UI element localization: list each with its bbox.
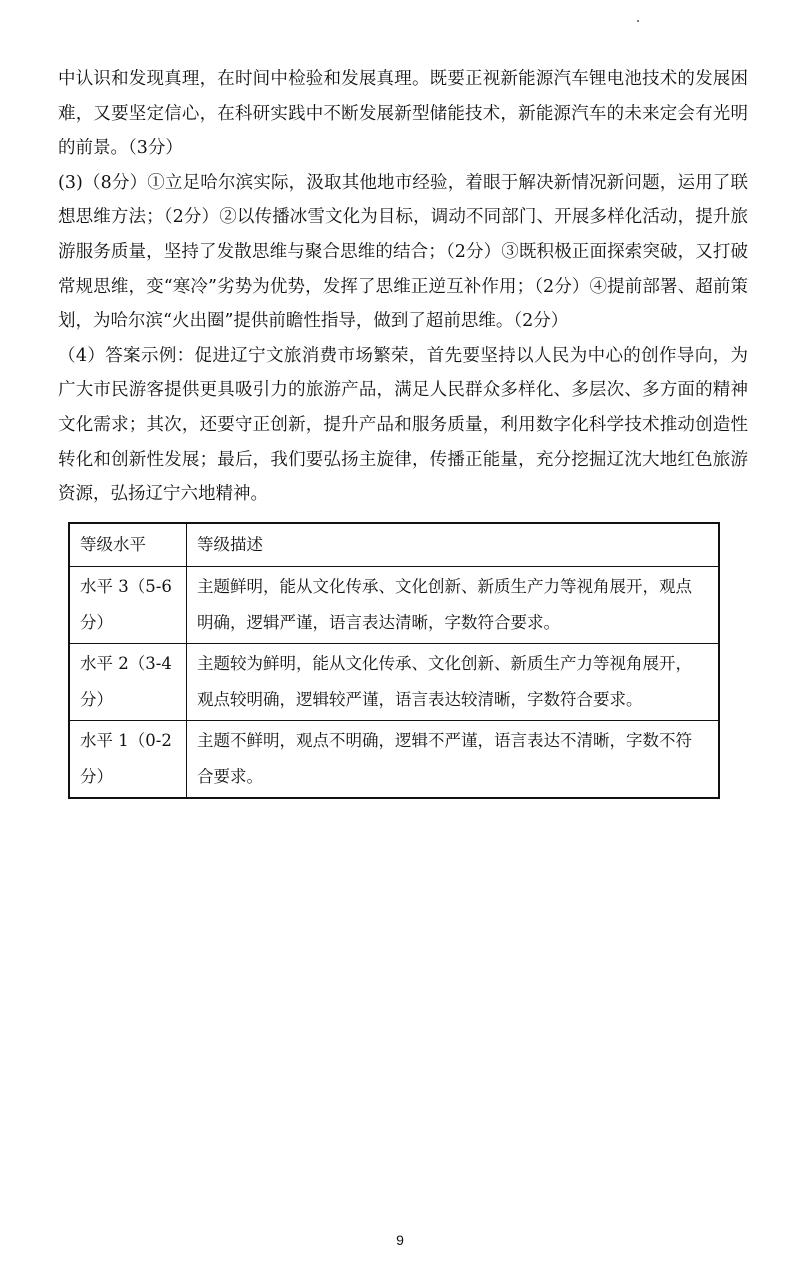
table-header-row — [69, 523, 719, 567]
header-description: 等级描述 — [187, 523, 720, 567]
page-number: 9 — [396, 1232, 404, 1248]
table-row — [69, 566, 719, 643]
description-cell: 主题不鲜明，观点不明确，逻辑不严谨，语言表达不清晰，字数不符合要求。 — [187, 720, 720, 798]
description-cell: 主题较为鲜明，能从文化传承、文化创新、新质生产力等视角展开，观点较明确，逻辑较严谨，语言表达较清晰，字数符合要求。 — [187, 643, 720, 720]
level-cell: 水平 3（5-6 分） — [69, 566, 187, 643]
level-cell: 水平 2（3-4 分） — [69, 643, 187, 720]
scan-dot — [637, 20, 639, 22]
answer-paragraph-continuation: 中认识和发现真理，在时间中检验和发展真理。既要正视新能源汽车锂电池技术的发展困难，又要坚定信心，在科研实践中不断发展新型储能技术，新能源汽车的未来定会有光明的前景。（3分） — [58, 69, 748, 159]
table-row — [69, 720, 719, 798]
description-cell: 主题鲜明，能从文化传承、文化创新、新质生产力等视角展开，观点明确，逻辑严谨，语言表达清晰，字数符合要求。 — [187, 566, 720, 643]
grading-table — [68, 522, 720, 799]
level-cell: 水平 1（0-2 分） — [69, 720, 187, 798]
answer-paragraph-3: (3)（8分）①立足哈尔滨实际，汲取其他地市经验，着眼于解决新情况新问题，运用了联想思维方法；（2分）②以传播冰雪文化为目标，调动不同部门、开展多样化活动，提升旅游服务质量，坚持了发散思维与聚合思维的结合；（2分）③既积极正面探索突破，又打破常规思维，变“寒冷”劣势为优势，发挥了思维正逆互补作用；（2分）④提前部署、超前策划，为哈尔滨“火出圈”提供前瞻性指导，做到了超前思维。（2分） — [58, 172, 748, 332]
page-content — [58, 62, 748, 799]
answer-paragraph-4: （4）答案示例：促进辽宁文旅消费市场繁荣，首先要坚持以人民为中心的创作导向，为广大市民游客提供更具吸引力的旅游产品，满足人民群众多样化、多层次、多方面的精神文化需求；其次，还要守正创新，提升产品和服务质量，利用数字化科学技术推动创造性转化和创新性发展；最后，我们要弘扬主旋律，传播正能量，充分挖掘辽沈大地红色旅游资源，弘扬辽宁六地精神。 — [58, 345, 748, 505]
header-level: 等级水平 — [69, 523, 187, 567]
table-row — [69, 643, 719, 720]
